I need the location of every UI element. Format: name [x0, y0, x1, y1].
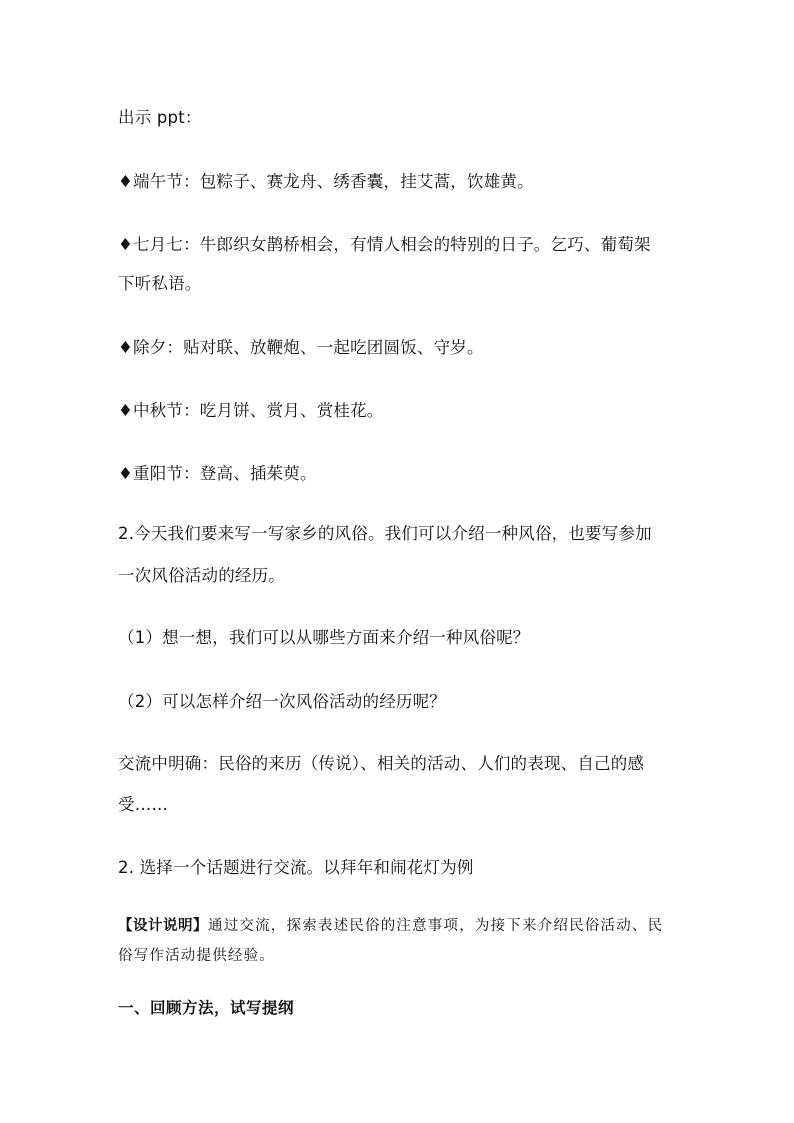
mid-autumn-festival-line: ♦中秋节：吃月饼、赏月、赏桂花。 — [118, 401, 384, 420]
discussion-summary-line-cont: 受…… — [118, 795, 169, 814]
dragon-boat-festival-line: ♦端午节：包粽子、赛龙舟、绣香囊，挂艾蒿，饮雄黄。 — [118, 172, 534, 191]
design-note-line — [118, 916, 688, 936]
new-years-eve-line: ♦除夕：贴对联、放鞭炮、一起吃团圆饭、守岁。 — [118, 338, 484, 357]
discussion-summary-line: 交流中明确：民俗的来历（传说）、相关的活动、人们的表现、自己的感 — [118, 754, 645, 773]
qixi-festival-line-cont: 下听私语。 — [118, 274, 202, 293]
design-note-text: 通过交流，探索表述民俗的注意事项，为接下来介绍民俗活动、民 — [208, 918, 664, 934]
question-two-line: （2）可以怎样介绍一次风俗活动的经历呢？ — [118, 692, 446, 711]
task-two-line-cont: 一次风俗活动的经历。 — [118, 566, 285, 585]
qixi-festival-line: ♦七月七：牛郎织女鹊桥相会，有情人相会的特别的日子。乞巧、葡萄架 — [118, 235, 651, 254]
double-ninth-festival-line: ♦重阳节：登高、插茱萸。 — [118, 464, 317, 483]
topic-choice-line: 2. 选择一个话题进行交流。以拜年和闹花灯为例 — [118, 858, 474, 877]
design-note-line-cont: 俗写作活动提供经验。 — [118, 948, 275, 964]
ppt-intro-line: 出示 ppt： — [118, 108, 202, 127]
section-heading: 一、回顾方法，试写提纲 — [118, 998, 295, 1017]
question-one-line: （1）想一想，我们可以从哪些方面来介绍一种风俗呢？ — [118, 628, 530, 647]
task-two-line: 2.今天我们要来写一写家乡的风俗。我们可以介绍一种风俗，也要写参加 — [118, 524, 652, 543]
design-note-tag: 【设计说明】 — [118, 917, 208, 934]
